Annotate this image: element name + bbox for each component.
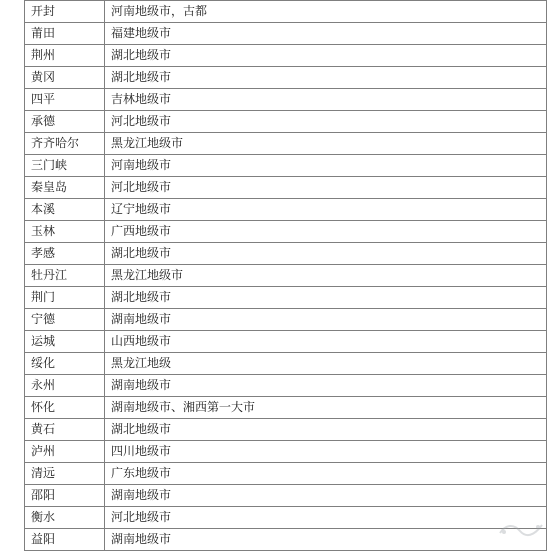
city-description-cell: 湖南地级市 bbox=[105, 309, 547, 331]
table-row bbox=[25, 265, 547, 287]
city-name-cell: 本溪 bbox=[25, 199, 105, 221]
table-row bbox=[25, 243, 547, 265]
city-name-cell: 清远 bbox=[25, 463, 105, 485]
city-name-cell: 荆门 bbox=[25, 287, 105, 309]
table-row bbox=[25, 177, 547, 199]
city-name-cell: 怀化 bbox=[25, 397, 105, 419]
city-description-cell: 河南地级市，古都 bbox=[105, 1, 547, 23]
city-name-cell: 邵阳 bbox=[25, 485, 105, 507]
city-name-cell: 荆州 bbox=[25, 45, 105, 67]
table-row bbox=[25, 397, 547, 419]
city-name-cell: 三门峡 bbox=[25, 155, 105, 177]
city-description-cell: 湖北地级市 bbox=[105, 243, 547, 265]
city-description-cell: 河北地级市 bbox=[105, 507, 547, 529]
table-row bbox=[25, 419, 547, 441]
city-name-cell: 永州 bbox=[25, 375, 105, 397]
table-row bbox=[25, 529, 547, 551]
city-description-cell: 福建地级市 bbox=[105, 23, 547, 45]
city-name-cell: 衡水 bbox=[25, 507, 105, 529]
city-description-cell: 四川地级市 bbox=[105, 441, 547, 463]
city-name-cell: 黄冈 bbox=[25, 67, 105, 89]
city-description-cell: 河南地级市 bbox=[105, 155, 547, 177]
city-description-cell: 湖南地级市 bbox=[105, 485, 547, 507]
city-description-cell: 湖南地级市 bbox=[105, 529, 547, 551]
city-name-cell: 黄石 bbox=[25, 419, 105, 441]
city-description-cell: 辽宁地级市 bbox=[105, 199, 547, 221]
city-name-cell: 莆田 bbox=[25, 23, 105, 45]
table-row bbox=[25, 133, 547, 155]
city-description-cell: 湖南地级市、湘西第一大市 bbox=[105, 397, 547, 419]
table-row bbox=[25, 221, 547, 243]
city-table bbox=[24, 0, 547, 551]
table-row bbox=[25, 45, 547, 67]
city-name-cell: 绥化 bbox=[25, 353, 105, 375]
city-name-cell: 牡丹江 bbox=[25, 265, 105, 287]
city-name-cell: 运城 bbox=[25, 331, 105, 353]
table-row bbox=[25, 507, 547, 529]
city-description-cell: 广东地级市 bbox=[105, 463, 547, 485]
city-name-cell: 四平 bbox=[25, 89, 105, 111]
city-description-cell: 黑龙江地级市 bbox=[105, 265, 547, 287]
city-description-cell: 湖北地级市 bbox=[105, 67, 547, 89]
city-description-cell: 河北地级市 bbox=[105, 177, 547, 199]
city-name-cell: 齐齐哈尔 bbox=[25, 133, 105, 155]
table-row bbox=[25, 353, 547, 375]
table-row bbox=[25, 287, 547, 309]
table-row bbox=[25, 485, 547, 507]
city-name-cell: 承德 bbox=[25, 111, 105, 133]
table-row bbox=[25, 441, 547, 463]
city-table-body bbox=[25, 1, 547, 551]
table-row bbox=[25, 155, 547, 177]
city-description-cell: 山西地级市 bbox=[105, 331, 547, 353]
city-description-cell: 广西地级市 bbox=[105, 221, 547, 243]
city-description-cell: 河北地级市 bbox=[105, 111, 547, 133]
city-name-cell: 泸州 bbox=[25, 441, 105, 463]
table-row bbox=[25, 331, 547, 353]
city-description-cell: 湖北地级市 bbox=[105, 45, 547, 67]
city-description-cell: 湖北地级市 bbox=[105, 419, 547, 441]
city-name-cell: 孝感 bbox=[25, 243, 105, 265]
city-description-cell: 湖南地级市 bbox=[105, 375, 547, 397]
city-name-cell: 开封 bbox=[25, 1, 105, 23]
table-row bbox=[25, 89, 547, 111]
table-row bbox=[25, 309, 547, 331]
table-row bbox=[25, 199, 547, 221]
city-name-cell: 宁德 bbox=[25, 309, 105, 331]
table-row bbox=[25, 463, 547, 485]
site-watermark-icon bbox=[496, 520, 546, 538]
table-row bbox=[25, 23, 547, 45]
table-row bbox=[25, 111, 547, 133]
city-description-cell: 黑龙江地级市 bbox=[105, 133, 547, 155]
city-name-cell: 益阳 bbox=[25, 529, 105, 551]
city-description-cell: 黑龙江地级 bbox=[105, 353, 547, 375]
table-row bbox=[25, 67, 547, 89]
city-name-cell: 秦皇岛 bbox=[25, 177, 105, 199]
table-row bbox=[25, 1, 547, 23]
city-name-cell: 玉林 bbox=[25, 221, 105, 243]
city-description-cell: 湖北地级市 bbox=[105, 287, 547, 309]
city-description-cell: 吉林地级市 bbox=[105, 89, 547, 111]
table-row bbox=[25, 375, 547, 397]
